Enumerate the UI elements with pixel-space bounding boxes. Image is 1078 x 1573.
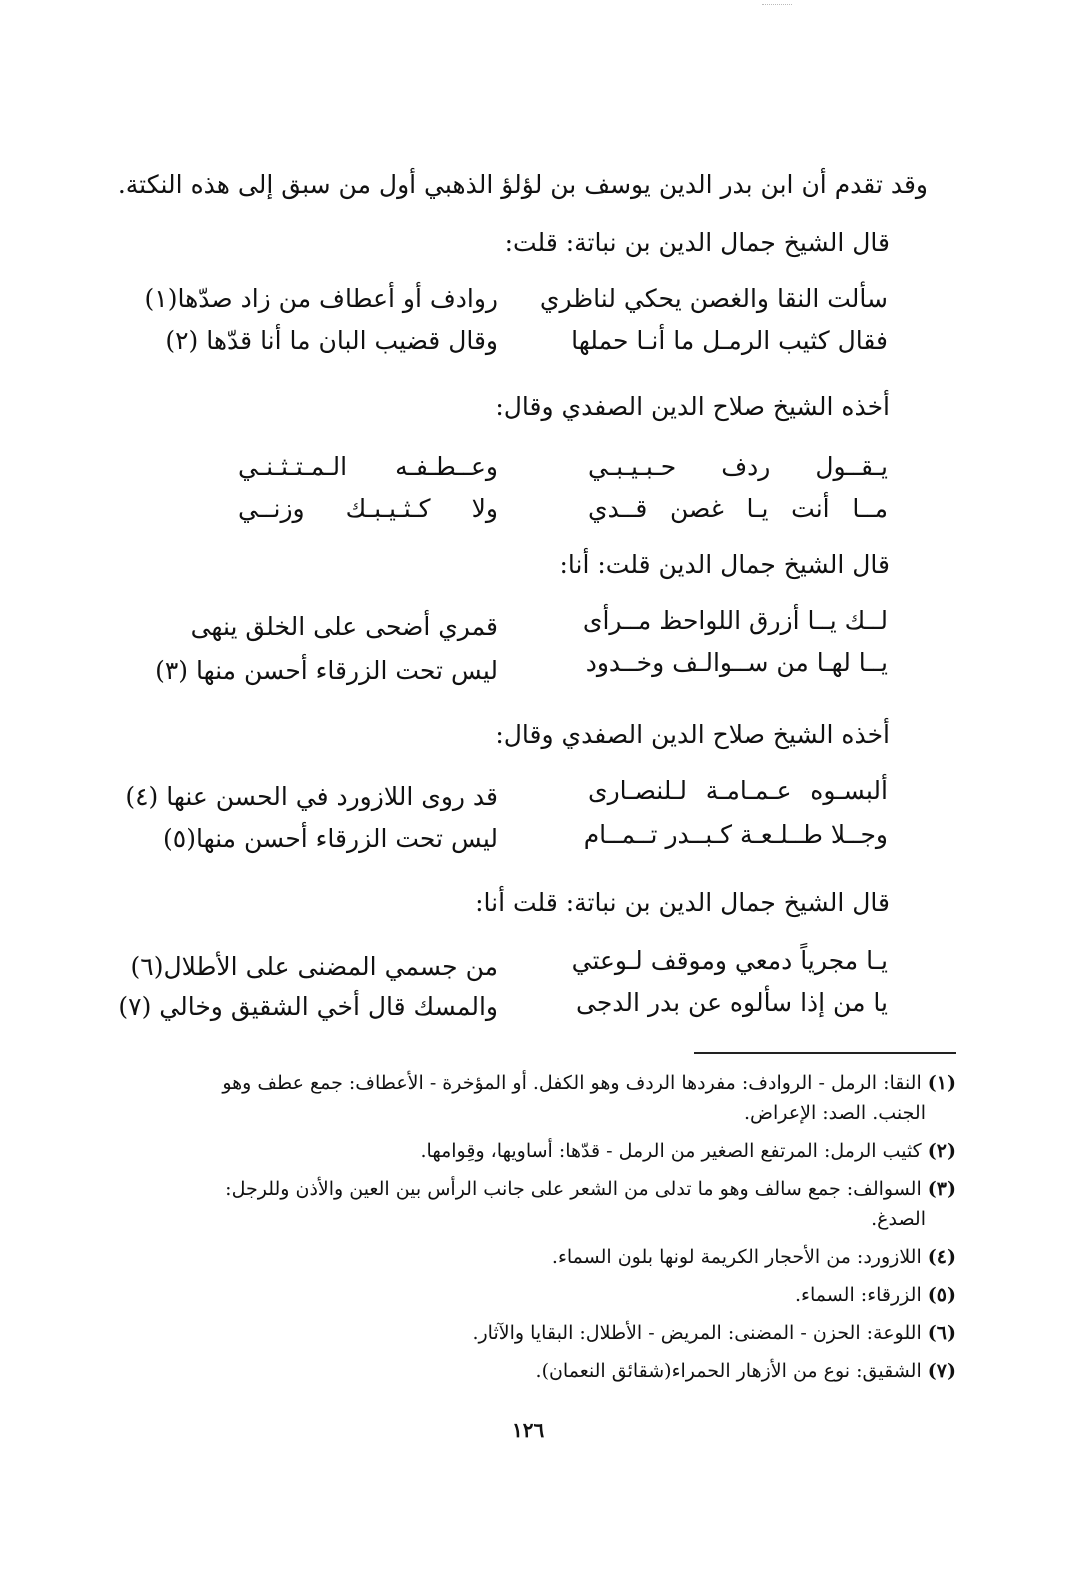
verse-5-1-second-hemistich: من جسمي المضنى على الأطلال(٦) [130, 952, 498, 981]
verse-3-2-second-hemistich: ليس تحت الزرقاء أحسن منها (٣) [155, 656, 498, 685]
footnote-text: اللازورد: من الأحجار الكريمة لونها بلون السماء. [551, 1246, 922, 1268]
footnote-text: الشقيق: نوع من الأزهار الحمراء(شقائق النعمان). [535, 1360, 922, 1382]
verse-5-1-first-hemistich: يـا مجرياً دمعي وموقف لـوعتي [571, 946, 888, 975]
verse-3-1-second-hemistich: قمري أضحى على الخلق ينهى [190, 612, 498, 641]
footnote-text: كثيب الرمل: المرتفع الصغير من الرمل - قدّها: أساويها، وقِوامها. [420, 1140, 922, 1162]
footnote-separator [694, 1052, 956, 1054]
verse-5-2-second-hemistich: والمسك قال أخي الشقيق وخالي (٧) [118, 992, 498, 1021]
verse-4-2-first-hemistich: وجــلا طــلـعـة كـبــدر تــمــام [583, 820, 888, 849]
verse-1-2-first-hemistich: فقال كثيب الرمـل ما أنـا حملها [571, 326, 888, 355]
verse-2-1-first-hemistich: يـقــول ردف حـبـيـبـي [588, 452, 888, 481]
footnote-number: (٤) [927, 1246, 956, 1268]
footnote-number: (١) [927, 1072, 956, 1094]
verse-1-2-second-hemistich: وقال قضيب البان ما أنا قدّها (٢) [165, 326, 498, 355]
footnote-4 [130, 1242, 956, 1272]
footnote-number: (٢) [927, 1140, 956, 1162]
verse-3-1-first-hemistich: لــك يــا أزرق اللواحظ مــرأى [582, 606, 888, 635]
verse-1-1-first-hemistich: سألت النقا والغصن يحكي لناظري [539, 284, 888, 313]
footnote-3 [130, 1174, 956, 1234]
footnote-number: (٥) [927, 1284, 956, 1306]
verse-1-1-second-hemistich: روادف أو أعطاف من زاد صدّها(١) [144, 284, 498, 313]
footnote-number: (٦) [927, 1322, 956, 1344]
section-heading-2: أخذه الشيخ صلاح الدين الصفدي وقال: [495, 392, 890, 421]
footnote-2 [130, 1136, 956, 1166]
verse-5-2-first-hemistich: يا من إذا سألوه عن بدر الدجى [576, 988, 888, 1017]
section-heading-5: قال الشيخ جمال الدين بن نباتة: قلت أنا: [475, 888, 890, 917]
footnote-text: اللوعة: الحزن - المضنى: المريض - الأطلال: البقايا والآثار. [472, 1322, 922, 1344]
verse-2-1-second-hemistich: وعــطـفـه الـمـتـثـنـي [238, 452, 498, 481]
footnote-1 [130, 1068, 956, 1128]
footnotes [130, 1068, 956, 1394]
section-heading-4: أخذه الشيخ صلاح الدين الصفدي وقال: [495, 720, 890, 749]
verse-2-2-first-hemistich: مــا أنت يـا غصن قــدي [588, 494, 888, 523]
verse-4-1-second-hemistich: قد روى اللازورد في الحسن عنها (٤) [125, 782, 498, 811]
verse-3-2-first-hemistich: يــا لهـا من ســوالـف وخــدود [585, 648, 888, 677]
footnote-number: (٣) [927, 1178, 956, 1200]
intro-paragraph: وقد تقدم أن ابن بدر الدين يوسف بن لؤلؤ الذهبي أول من سبق إلى هذه النكتة. [117, 170, 928, 199]
footnote-continuation: الصدغ. [871, 1208, 926, 1230]
verse-2-2-second-hemistich: ولا كـثـيـبـك وزنــي [238, 494, 498, 523]
footnote-text: النقا: الرمل - الروادف: مفردها الردف وهو الكفل. أو المؤخرة - الأعطاف: جمع عطف وهو [222, 1072, 922, 1094]
footnote-5 [130, 1280, 956, 1310]
footnote-6 [130, 1318, 956, 1348]
footnote-text: السوالف: جمع سالف وهو ما تدلى من الشعر على جانب الرأس بين العين والأذن وللرجل: [225, 1178, 922, 1200]
footnote-7 [130, 1356, 956, 1386]
verse-4-2-second-hemistich: ليس تحت الزرقاء أحسن منها(٥) [163, 824, 498, 853]
section-heading-3: قال الشيخ جمال الدين قلت: أنا: [559, 550, 890, 579]
footnote-text: الزرقاء: السماء. [794, 1284, 922, 1306]
scan-mark [762, 4, 792, 13]
page-number: ١٢٦ [512, 1418, 545, 1442]
footnote-number: (٧) [927, 1360, 956, 1382]
verse-4-1-first-hemistich: ألبسـوه عـمـامـة لـلنصـارى [588, 776, 888, 805]
footnote-continuation: الجنب. الصد: الإعراض. [744, 1102, 926, 1124]
section-heading-1: قال الشيخ جمال الدين بن نباتة: قلت: [504, 228, 890, 257]
